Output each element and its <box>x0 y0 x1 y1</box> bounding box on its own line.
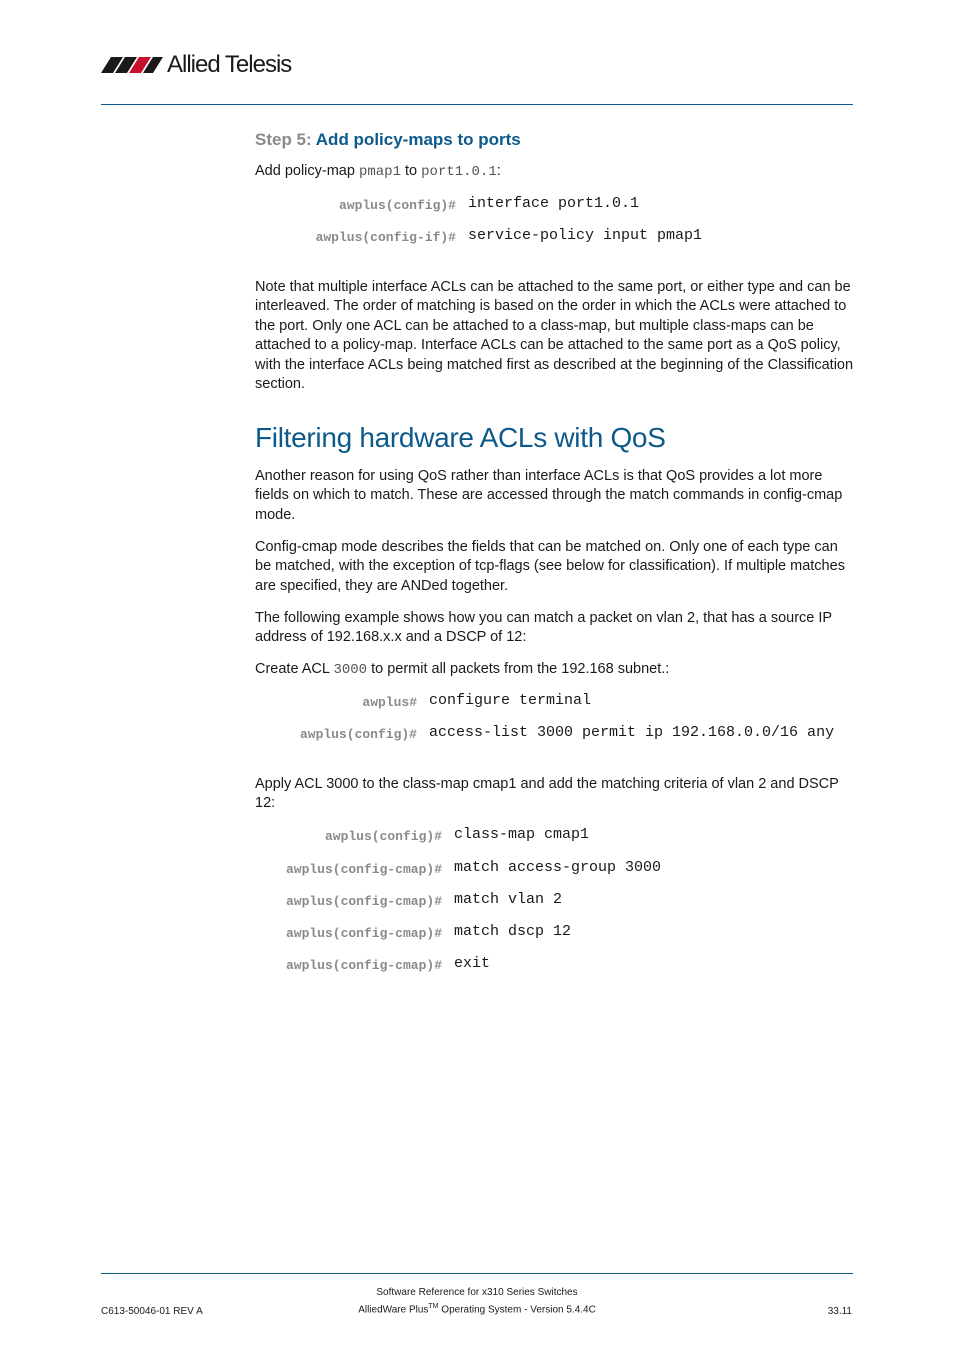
header-divider <box>101 104 853 105</box>
footer-divider <box>101 1273 853 1274</box>
command-text: match vlan 2 <box>454 891 563 908</box>
intro-port: port1.0.1 <box>421 164 497 180</box>
step-number: Step 5: <box>255 130 312 149</box>
command-text: interface port1.0.1 <box>468 195 640 212</box>
footer-page-number: 33.11 <box>827 1306 852 1317</box>
command-text: service-policy input pmap1 <box>468 227 703 244</box>
intro-suffix: : <box>496 163 501 179</box>
command-prompt: awplus(config-cmap)# <box>285 862 442 877</box>
footer-doc-id: C613-50046-01 REV A <box>101 1306 203 1317</box>
section-paragraph-4 <box>255 660 855 680</box>
command-text: configure terminal <box>429 692 592 709</box>
command-prompt: awplus(config-if)# <box>315 230 456 245</box>
intro-pmap: pmap1 <box>358 164 401 180</box>
p4-prefix: Create ACL <box>255 661 334 677</box>
p4-suffix: to permit all packets from the 192.168 subnet.: <box>367 661 670 677</box>
command-prompt: awplus(config)# <box>299 727 417 742</box>
footer-version: Operating System - Version 5.4.4C <box>438 1304 596 1316</box>
command-prompt: awplus(config-cmap)# <box>285 958 442 973</box>
command-text: match dscp 12 <box>454 923 572 940</box>
logo-mark-icon <box>101 56 163 74</box>
step-heading <box>255 130 855 150</box>
command-prompt: awplus(config-cmap)# <box>285 894 442 909</box>
command-prompt: awplus(config)# <box>338 198 456 213</box>
step-intro <box>255 162 855 182</box>
intro-middle: to <box>400 163 422 179</box>
intro-prefix: Add policy-map <box>255 163 359 179</box>
footer-product-name: AlliedWare Plus <box>358 1304 429 1316</box>
command-prompt: awplus# <box>362 695 417 710</box>
footer-product <box>0 1303 954 1315</box>
section-paragraph-5: Apply ACL 3000 to the class-map cmap1 and add the matching criteria of vlan 2 and DSCP 12: <box>255 776 839 812</box>
company-logo <box>101 50 291 80</box>
section-heading: Filtering hardware ACLs with QoS <box>255 422 666 453</box>
step-title: Add policy-maps to ports <box>315 130 521 149</box>
command-prompt: awplus(config)# <box>324 829 442 844</box>
footer-title: Software Reference for x310 Series Switches <box>376 1287 578 1298</box>
section-paragraph-3: The following example shows how you can match a packet on vlan 2, that has a source IP address of 192.168.x.x and a DSCP of 12: <box>255 610 832 646</box>
footer-trademark: TM <box>428 1303 439 1310</box>
note-paragraph: Note that multiple interface ACLs can be attached to the same port, or either type and can be interleaved. The order of matching is based on the order in which the ACLs were attached to the port. Only one ACL can be attached to a class-map, but multiple class-maps can be attached to a policy-map. Interface ACLs can be attached to the same port as a QoS policy, with the interface ACLs being matched first as described at the beginning of the Classification section. <box>255 279 854 393</box>
command-text: access-list 3000 permit ip 192.168.0.0/16 any <box>429 724 835 741</box>
command-text: match access-group 3000 <box>454 859 662 876</box>
p4-acl: 3000 <box>333 662 368 678</box>
section-paragraph-2: Config-cmap mode describes the fields that can be matched on. Only one of each type can be matched, with the exception of tcp-flags (see below for classification). If multiple matches are specified, they are ANDed together. <box>255 539 845 594</box>
command-prompt: awplus(config-cmap)# <box>285 926 442 941</box>
section-paragraph-1: Another reason for using QoS rather than interface ACLs is that QoS provides a lot more fields on which to match. These are accessed through the match commands in config-cmap mode. <box>255 468 843 523</box>
command-text: class-map cmap1 <box>454 826 590 843</box>
logo-text: Allied Telesis <box>167 51 292 78</box>
command-text: exit <box>454 955 491 972</box>
